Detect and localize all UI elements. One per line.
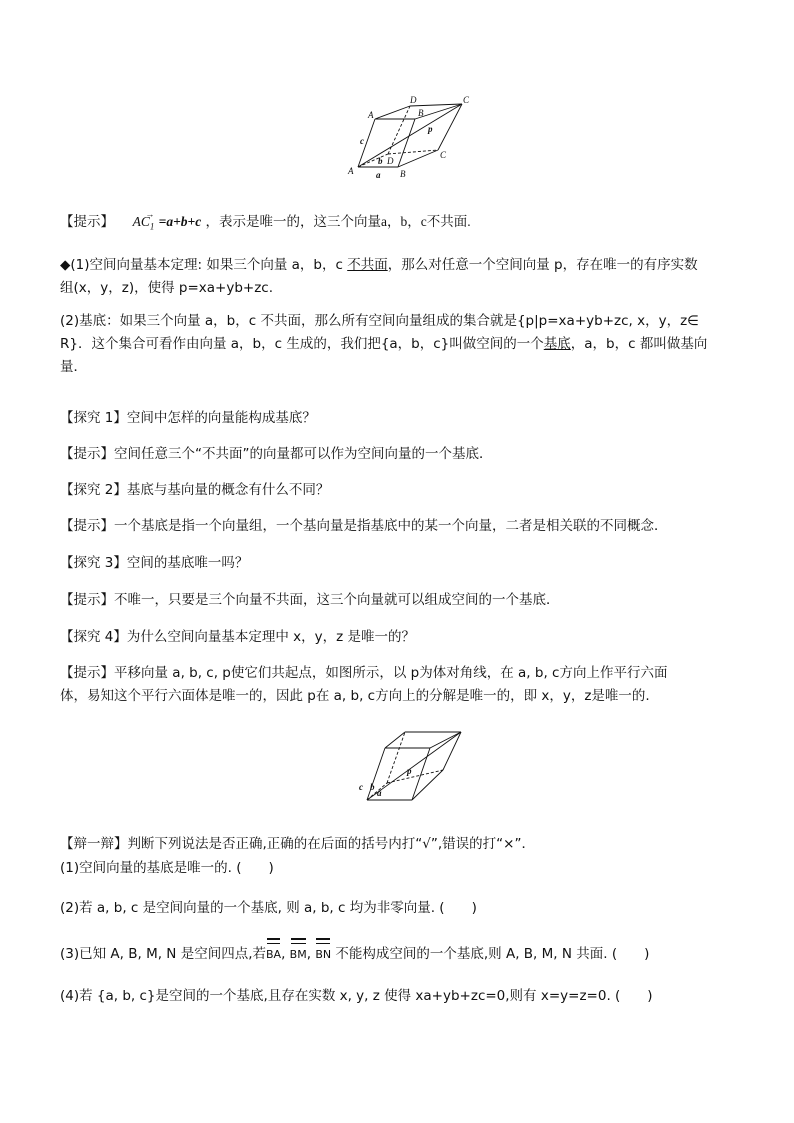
hidden-edge-2	[387, 770, 443, 783]
label-vector-a: a	[376, 170, 381, 180]
vector-ac1: → $AC_1$	[132, 209, 155, 232]
label-a1-point: A	[368, 110, 374, 120]
parallelepiped-figure	[340, 92, 470, 182]
edge-bottom-right	[412, 770, 443, 800]
explore-2: 【探究 2】基底与基向量的概念有什么不同？	[60, 482, 330, 498]
edge-d1c1	[410, 104, 462, 106]
label-vector-c: c	[359, 782, 363, 792]
hint4-line1: 平移向量 a, b, c, p使它们共起点，如图所示，以 p为体对角线，在 a, b, c方向上作平行六面	[114, 665, 668, 681]
label-d1-point: D	[410, 95, 417, 105]
bullet-icon: ◆	[60, 257, 71, 273]
basis-line2-pre: R}．这个集合可看作由向量 a，b，c 生成的，我们把{a，b，c}叫做空间的一个	[60, 336, 544, 352]
label-vector-a: a	[377, 788, 382, 798]
hint-explore-4	[60, 662, 740, 708]
basic-theorem	[60, 254, 740, 300]
vector-p-diagonal	[358, 104, 462, 167]
label-vector-p: p	[407, 766, 412, 776]
basis-line3: 量．	[60, 359, 87, 375]
debate-item-1: (1)空间向量的基底是唯一的. ( )	[60, 860, 274, 876]
label-b-point: B	[400, 169, 406, 179]
label-vector-b: b	[378, 156, 383, 166]
basis-definition	[60, 310, 740, 379]
label-d-point: D	[387, 156, 394, 166]
hint-explore-3: 【提示】不唯一，只要是三个向量不共面，这三个向量就可以组成空间的一个基底．	[60, 592, 560, 608]
label-c-point: C	[440, 150, 447, 160]
edge-ad-hidden	[358, 154, 388, 167]
explore-4: 【探究 4】为什么空间向量基本定理中 x，y，z 是唯一的？	[60, 629, 416, 645]
vector-bn: BN	[315, 943, 331, 966]
hint-1	[60, 210, 740, 239]
hint4-line2: 体，易知这个平行六面体是唯一的，因此 p在 a, b, c方向上的分解是唯一的，即 x，y，z是唯一的.	[60, 688, 650, 704]
hint-equation: =a+b+c	[158, 214, 202, 229]
edge-right-back	[443, 732, 461, 770]
hint-text: ，表示是唯一的，这三个向量a，b，c不共面.	[205, 214, 471, 229]
vector-bm: BM	[290, 943, 307, 966]
theorem-line1-pre: (1)空间向量基本定理: 如果三个向量 a，b，c	[70, 257, 348, 273]
label-vector-p: p	[428, 124, 433, 134]
label-b1-point: B	[418, 108, 424, 118]
hint4-tag: 【提示】	[60, 665, 114, 681]
theorem-line1-post: ，那么对任意一个空间向量 p，存在唯一的有序实数	[387, 257, 698, 273]
basis-line1: (2)基底：如果三个向量 a，b，c 不共面，那么所有空间向量组成的集合就是{p|p=xa+yb+zc, x，y，z∈	[60, 313, 699, 329]
label-c1-point: C	[463, 95, 470, 105]
label-vector-b: b	[370, 782, 375, 792]
debate-item-4: (4)若 {a, b, c}是空间的一个基底,且存在实数 x, y, z 使得 xa+yb+zc=0,则有 x=y=z=0. ( )	[60, 988, 653, 1004]
basis-line2-post: ，a，b，c 都叫做基向	[570, 336, 708, 352]
hint-tag: 【提示】	[60, 214, 114, 230]
hint-explore-1: 【提示】空间任意三个“不共面”的向量都可以作为空间向量的一个基底．	[60, 446, 493, 462]
label-a-point: A	[348, 166, 354, 176]
edge-top-right	[430, 732, 461, 748]
parallelepiped-figure-2	[355, 728, 470, 806]
explore-3: 【探究 3】空间的基底唯一吗？	[60, 555, 249, 571]
label-vector-c: c	[360, 136, 364, 146]
theorem-line2: 组(x，y，z)，使得 p=xa+yb+zc.	[60, 280, 274, 296]
explore-1: 【探究 1】空间中怎样的向量能构成基底？	[60, 410, 316, 426]
debate-item-2: (2)若 a, b, c 是空间向量的一个基底, 则 a, b, c 均为非零向量. ( )	[60, 900, 477, 916]
basis-underline-term: 基底	[543, 336, 571, 352]
debate-item-3: (3)已知 A, B, M, N 是空间四点,若 BA, BM, BN 不能构成空间的一个基底,则 A, B, M, N 共面. ( )	[60, 943, 740, 966]
theorem-underline-noncoplanar: 不共面	[347, 257, 388, 273]
debate-intro: 【辩一辩】判断下列说法是否正确,正确的在后面的括号内打“√”,错误的打“×”．	[60, 836, 535, 852]
vector-ba: BA	[266, 943, 281, 966]
debate-tag: 【辩一辩】	[60, 836, 128, 852]
hint-explore-2: 【提示】一个基底是指一个向量组，一个基向量是指基底中的某一个向量，二者是相关联的不同概念．	[60, 518, 668, 534]
